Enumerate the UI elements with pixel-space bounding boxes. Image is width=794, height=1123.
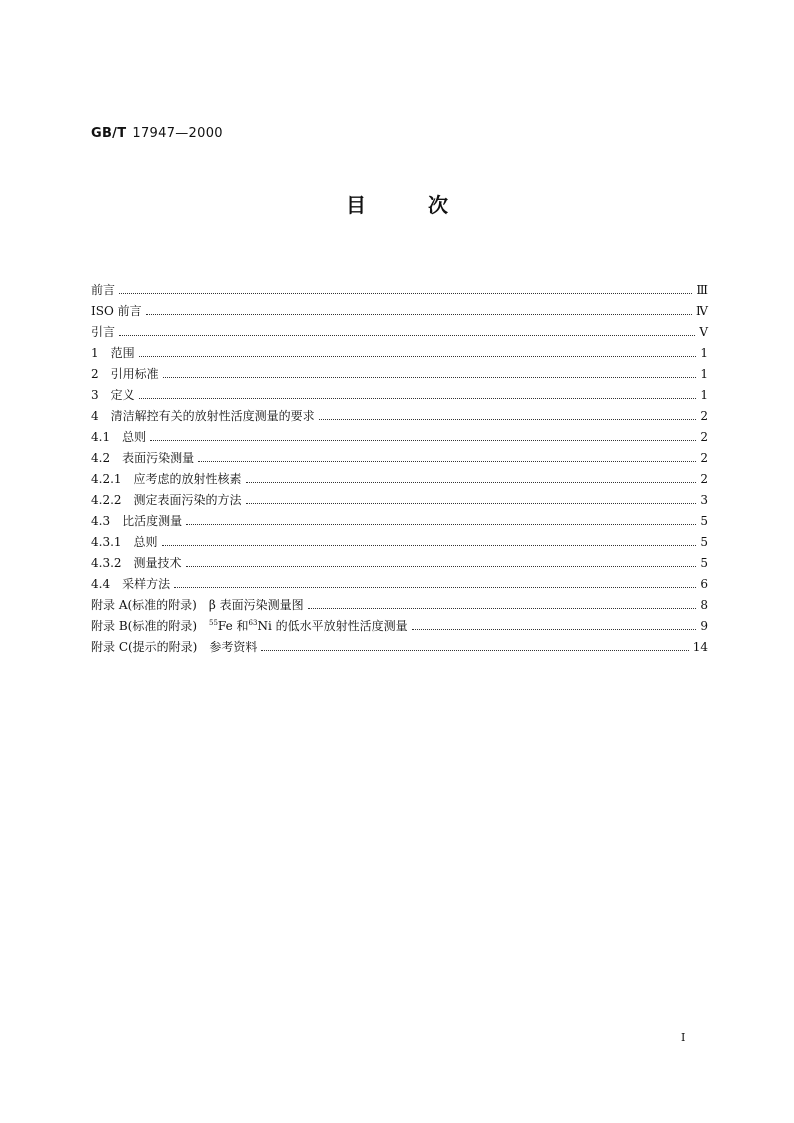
toc-label: 4.3 比活度测量	[91, 514, 183, 528]
toc-entry-4-3-1[interactable]	[91, 532, 708, 553]
toc-entry-4[interactable]	[91, 406, 708, 427]
toc-page: Ⅴ	[699, 325, 708, 339]
isotope-mass-ni: 63	[248, 619, 258, 627]
toc-page: Ⅳ	[696, 304, 708, 318]
toc-leader	[162, 544, 696, 546]
toc-leader	[186, 565, 696, 567]
toc-page: 14	[692, 640, 708, 654]
toc-label-fe: Fe 和	[217, 619, 249, 633]
toc-leader	[308, 607, 696, 609]
title-char-2: 次	[428, 193, 448, 217]
toc-entry-4-4[interactable]	[91, 574, 708, 595]
toc-entry-4-2-2[interactable]	[91, 490, 708, 511]
toc-leader	[261, 649, 688, 651]
toc-page: 1	[700, 388, 708, 402]
standard-number: 17947—2000	[132, 126, 223, 141]
toc-entry-4-3[interactable]	[91, 511, 708, 532]
toc-entry-4-3-2[interactable]	[91, 553, 708, 574]
toc-page: 5	[700, 556, 708, 570]
toc-label: 4.2.2 测定表面污染的方法	[91, 493, 242, 507]
toc-leader	[412, 628, 696, 630]
toc-entry-iso-foreword[interactable]	[91, 301, 708, 322]
toc-page: 2	[700, 409, 708, 423]
toc-page: 5	[700, 535, 708, 549]
toc-leader	[198, 460, 696, 462]
toc-label: 4.1 总则	[91, 430, 147, 444]
toc-entry-annex-c[interactable]	[91, 637, 708, 658]
toc-label: 2 引用标准	[91, 367, 159, 381]
toc-label: 1 范围	[91, 346, 135, 360]
table-of-contents	[91, 280, 708, 658]
title-char-1: 目	[346, 193, 366, 217]
toc-label: 前言	[91, 283, 116, 297]
page-title	[0, 189, 794, 218]
toc-page: 6	[700, 577, 708, 591]
page-number: I	[681, 1031, 686, 1044]
toc-page: 5	[700, 514, 708, 528]
toc-leader	[246, 502, 696, 504]
toc-label: 附录 A(标准的附录) β 表面污染测量图	[91, 598, 304, 612]
standard-prefix: GB/T	[91, 126, 127, 141]
toc-page: 2	[700, 472, 708, 486]
toc-label: 附录 C(提示的附录) 参考资料	[91, 640, 258, 654]
toc-entry-annex-b[interactable]	[91, 616, 708, 637]
toc-entry-4-2[interactable]	[91, 448, 708, 469]
toc-leader	[163, 376, 696, 378]
toc-entry-introduction[interactable]	[91, 322, 708, 343]
toc-leader	[119, 334, 695, 336]
toc-leader	[246, 481, 696, 483]
toc-leader	[186, 523, 696, 525]
toc-label: 4.2.1 应考虑的放射性核素	[91, 472, 242, 486]
toc-page: 8	[700, 598, 708, 612]
toc-page: 2	[700, 430, 708, 444]
toc-label-ni: Ni 的低水平放射性活度测量	[257, 619, 408, 633]
toc-entry-annex-a[interactable]	[91, 595, 708, 616]
toc-label: 4.3.2 测量技术	[91, 556, 182, 570]
toc-leader	[146, 313, 692, 315]
toc-label: 引言	[91, 325, 116, 339]
standard-code	[91, 126, 223, 141]
toc-entry-foreword[interactable]	[91, 280, 708, 301]
toc-page: 1	[700, 367, 708, 381]
toc-label: 4.4 采样方法	[91, 577, 171, 591]
toc-entry-2[interactable]	[91, 364, 708, 385]
toc-label	[91, 616, 408, 637]
toc-entry-3[interactable]	[91, 385, 708, 406]
toc-label-prefix: 附录 B(标准的附录)	[91, 619, 209, 633]
toc-leader	[319, 418, 696, 420]
toc-leader	[150, 439, 696, 441]
toc-leader	[174, 586, 696, 588]
toc-page: Ⅲ	[696, 283, 708, 297]
toc-label: 4 清洁解控有关的放射性活度测量的要求	[91, 409, 315, 423]
isotope-mass-fe: 55	[209, 619, 218, 627]
toc-leader	[139, 397, 696, 399]
toc-label: 4.2 表面污染测量	[91, 451, 195, 465]
toc-label: ISO 前言	[91, 304, 142, 318]
toc-page: 1	[700, 346, 708, 360]
toc-page: 3	[700, 493, 708, 507]
toc-entry-4-2-1[interactable]	[91, 469, 708, 490]
toc-leader	[139, 355, 696, 357]
toc-label: 4.3.1 总则	[91, 535, 158, 549]
toc-page: 9	[700, 619, 708, 633]
toc-page: 2	[700, 451, 708, 465]
toc-entry-4-1[interactable]	[91, 427, 708, 448]
toc-label: 3 定义	[91, 388, 135, 402]
toc-leader	[119, 292, 692, 294]
toc-entry-1[interactable]	[91, 343, 708, 364]
